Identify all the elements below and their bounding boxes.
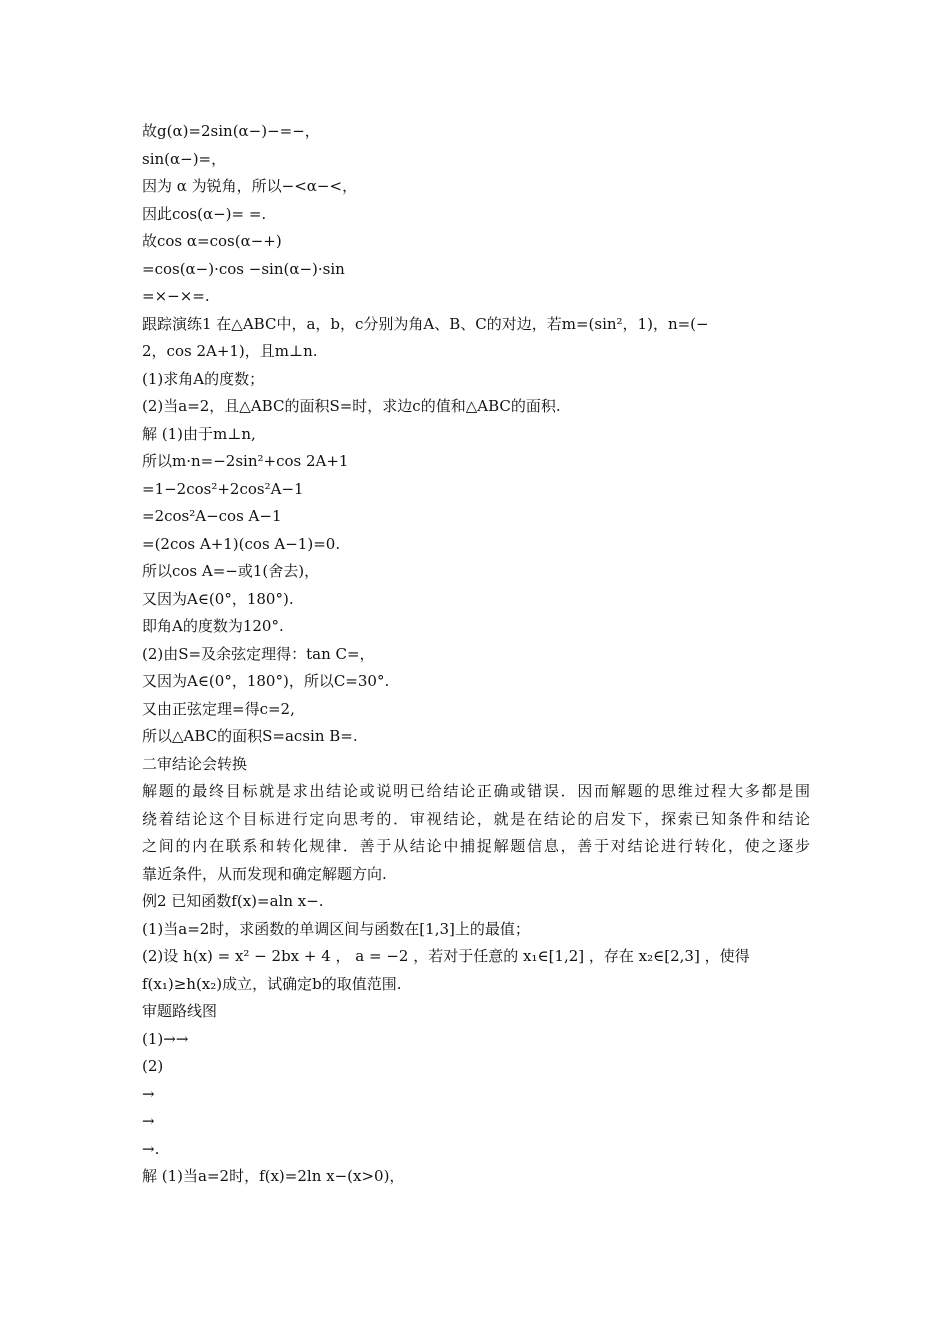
example-heading: 例2 已知函数f(x)=aln x−. [142,892,324,910]
text-line: =cos(α−)·cos −sin(α−)·sin [142,259,345,278]
text-line: =2cos²A−cos A−1 [142,507,282,525]
document-page [142,118,810,1191]
text-line: 又因为A∈(0°，180°)，所以C=30°. [142,672,390,690]
text-line: 所以cos A=−或1(舍去)， [142,562,320,580]
arrow-line: → [142,1084,155,1103]
text-line: (1)求角A的度数； [142,369,265,388]
paragraph-line: 绕着结论这个目标进行定向思考的．审视结论，就是在结论的启发下，探索已知条件和结论 [142,809,810,828]
text-line: =(2cos A+1)(cos A−1)=0. [142,534,341,553]
text-line: =1−2cos²+2cos²A−1 [142,479,304,498]
intro-paragraph [142,778,810,888]
text-line: 因此cos(α−)= =. [142,204,267,223]
text-line: 即角A的度数为120°. [142,617,284,635]
text-line: 故g(α)=2sin(α−)−=−， [142,122,320,140]
text-line: =×−×=. [142,287,210,305]
solution-line: 解 (1)由于m⊥n, [142,424,256,443]
text-line: 故cos α=cos(α−+) [142,232,282,250]
text-line: sin(α−)=， [142,149,227,168]
text-line: (2)当a=2，且△ABC的面积S=时，求边c的值和△ABC的面积. [142,397,561,415]
paragraph-line: 之间的内在联系和转化规律．善于从结论中捕捉解题信息，善于对结论进行转化，使之逐步 [142,837,810,855]
text-line: 又由正弦定理=得c=2, [142,699,295,718]
text-line: (1)→→ [142,1029,189,1048]
paragraph-line: 解题的最终目标就是求出结论或说明已给结论正确或错误．因而解题的思维过程大多都是围 [142,782,810,800]
text-line: (2) [142,1057,164,1075]
paragraph-line: 靠近条件，从而发现和确定解题方向. [142,864,387,883]
text-line: 所以△ABC的面积S=acsin B=. [142,727,358,745]
text-line: (2)由S=及余弦定理得：tan C=， [142,644,375,663]
section-heading: 二审结论会转换 [142,754,248,773]
text-line: 所以m·n=−2sin²+cos 2A+1 [142,452,349,470]
text-line: (2)设 h(x) = x² − 2bx + 4 ， a = −2 ，若对于任意的 x₁∈[1,2] ，存在 x₂∈[2,3] ，使得 [142,947,750,965]
text-line: f(x₁)≥h(x₂)成立，试确定b的取值范围. [142,974,402,993]
solution-line: 解 (1)当a=2时，f(x)=2ln x−(x>0)， [142,1167,405,1185]
roadmap-heading: 审题路线图 [142,1002,218,1020]
text-line: (1)当a=2时，求函数的单调区间与函数在[1,3]上的最值； [142,919,530,938]
exercise-heading: 跟踪演练1 在△ABC中，a，b，c分别为角A、B、C的对边，若m=(sin²，1)，n=(− [142,314,709,333]
text-line: 2，cos 2A+1)，且m⊥n. [142,342,318,360]
arrow-line: → [142,1112,155,1130]
text-line: 又因为A∈(0°，180°). [142,589,294,608]
text-line: 因为 α 为锐角，所以−<α−<， [142,177,358,195]
arrow-line: →. [142,1139,160,1158]
